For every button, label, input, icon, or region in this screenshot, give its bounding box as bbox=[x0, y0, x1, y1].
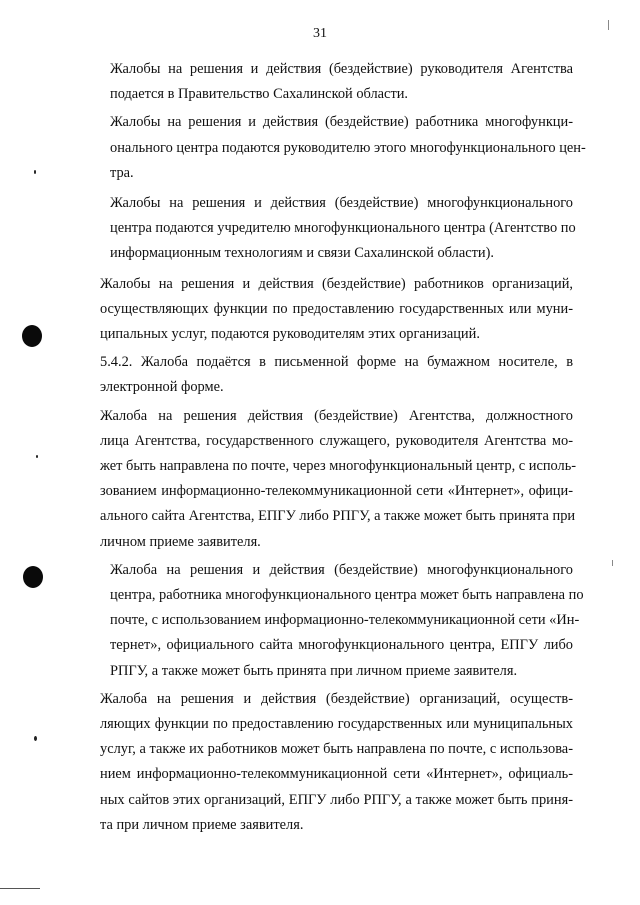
scan-speck bbox=[612, 560, 613, 566]
paragraph-complaint-mfc bbox=[70, 191, 576, 267]
paragraph-complaint-organizations-channels bbox=[70, 687, 573, 838]
text-line: жет быть направлена по почте, через многофункциональный центр, с исполь- bbox=[100, 458, 577, 475]
paragraph-complaint-mfc-employee bbox=[70, 110, 586, 186]
punch-hole-mark bbox=[22, 325, 42, 347]
text-line: Жалобы на решения и действия (бездействие) работников организаций, bbox=[100, 275, 573, 292]
scan-speck bbox=[34, 736, 37, 741]
scan-edge-line bbox=[0, 888, 40, 889]
text-line: тернет», официального сайта многофункционального центра, ЕПГУ либо bbox=[110, 637, 573, 654]
text-line: Жалоба на решения действия (бездействие) Агентства, должностного bbox=[100, 407, 573, 424]
scan-speck bbox=[36, 455, 38, 458]
document-body bbox=[70, 47, 586, 838]
paragraph-clause-5-4-2 bbox=[70, 350, 573, 400]
paragraph-complaint-mfc-channels bbox=[70, 558, 584, 684]
text-line: РПГУ, а также может быть принята при личном приеме заявителя. bbox=[110, 662, 518, 679]
text-line: Жалоба на решения и действия (бездействие) многофункционального bbox=[110, 561, 573, 578]
text-line: Жалоба на решения и действия (бездействие) организаций, осуществ- bbox=[100, 690, 573, 707]
text-line: тра. bbox=[110, 164, 134, 181]
text-line: осуществляющих функции по предоставлению государственных или муни- bbox=[100, 300, 573, 317]
text-line: лица Агентства, государственного служащего, руководителя Агентства мо- bbox=[100, 432, 573, 449]
text-line: Жалобы на решения и действия (бездействие) многофункционального bbox=[110, 195, 573, 212]
text-line: личном приеме заявителя. bbox=[100, 533, 261, 550]
text-line: подается в Правительство Сахалинской области. bbox=[110, 86, 409, 103]
scan-speck bbox=[608, 20, 609, 30]
paragraph-complaint-agency-channels bbox=[70, 404, 577, 555]
text-line: ляющих функции по предоставлению государственных или муниципальных bbox=[100, 716, 573, 733]
text-line: ципальных услуг, подаются руководителям этих организаций. bbox=[100, 326, 480, 343]
text-line: нием информационно-телекоммуникационной сети «Интернет», официаль- bbox=[100, 766, 573, 783]
text-line: зованием информационно-телекоммуникационной сети «Интернет», офици- bbox=[100, 483, 573, 500]
text-line: почте, с использованием информационно-телекоммуникационной сети «Ин- bbox=[110, 612, 580, 629]
text-line: электронной форме. bbox=[100, 379, 224, 396]
text-line: услуг, а также их работников может быть направлена по почте, с использова- bbox=[100, 741, 573, 758]
text-line: центра, работника многофункционального центра может быть направлена по bbox=[110, 587, 584, 604]
text-line: ального сайта Агентства, ЕПГУ либо РПГУ, а также может быть принята при bbox=[100, 508, 576, 525]
text-line: та при личном приеме заявителя. bbox=[100, 816, 304, 833]
text-line: Жалобы на решения и действия (бездействие) руководителя Агентства bbox=[110, 61, 573, 77]
text-line: 5.4.2. Жалоба подаётся в письменной форме на бумажном носителе, в bbox=[100, 354, 573, 371]
paragraph-complaint-organizations bbox=[70, 272, 573, 348]
text-line: онального центра подаются руководителю этого многофункционального цен- bbox=[110, 139, 586, 156]
text-line: Жалобы на решения и действия (бездействие) работника многофункци- bbox=[110, 114, 573, 131]
page-number: 31 bbox=[313, 26, 327, 41]
text-line: ных сайтов этих организаций, ЕПГУ либо РПГУ, а также может быть приня- bbox=[100, 791, 573, 808]
text-line: информационным технологиям и связи Сахалинской области). bbox=[110, 245, 494, 262]
scan-speck bbox=[34, 170, 36, 174]
paragraph-complaint-agency-head bbox=[70, 57, 573, 107]
text-line: центра подаются учредителю многофункционального центра (Агентство по bbox=[110, 220, 576, 237]
punch-hole-mark bbox=[23, 566, 43, 588]
